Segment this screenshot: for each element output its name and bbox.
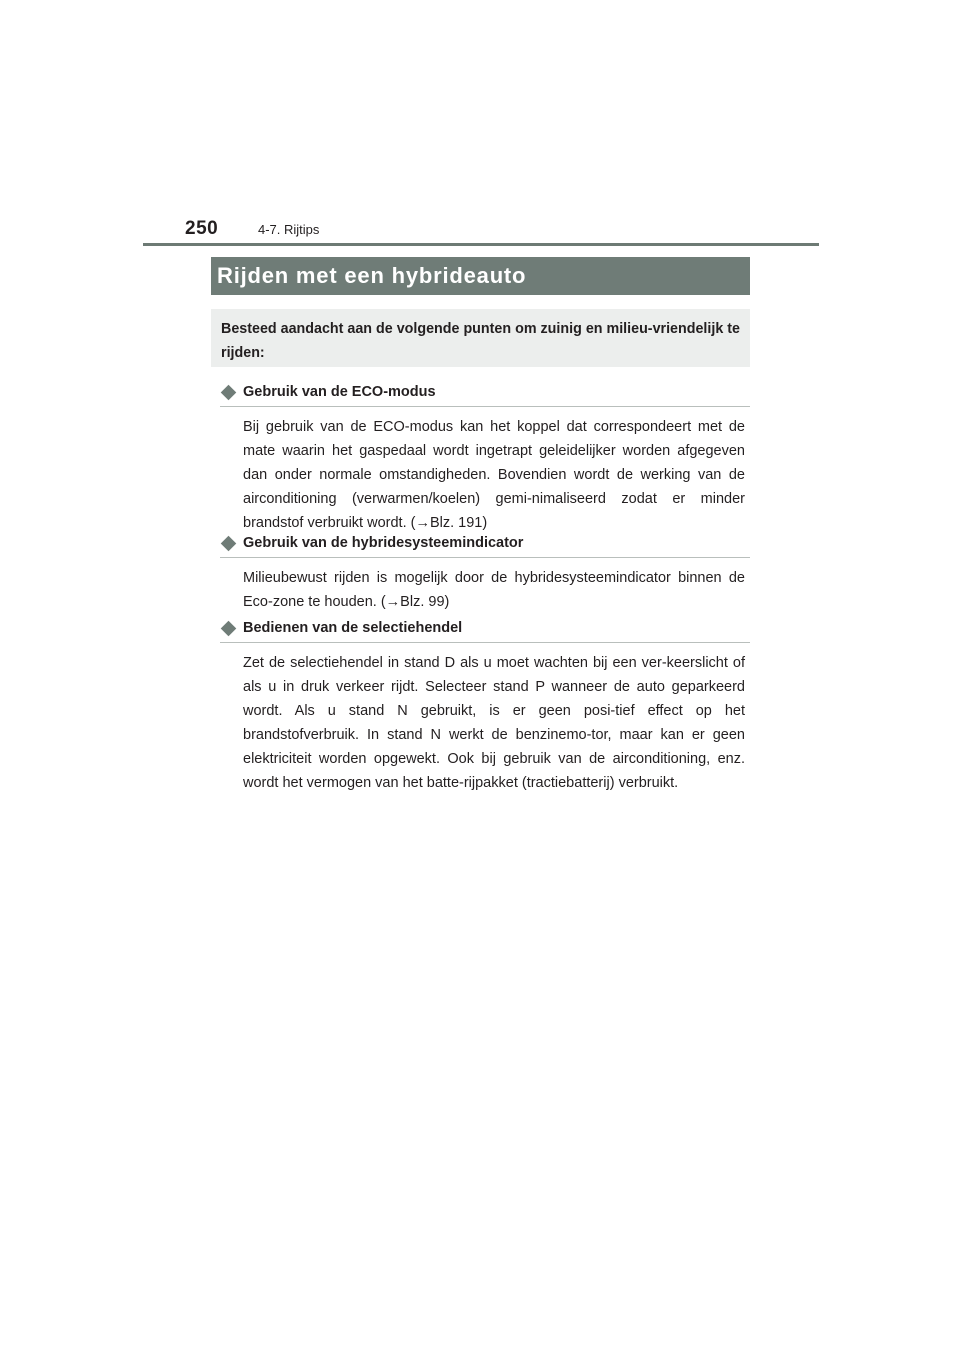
topic-body: Zet de selectiehendel in stand D als u moet wachten bij een ver-keerslicht of als u in druk verkeer rijdt. Selecteer stand P wanneer de auto geparkeerd wordt. Als u stand N gebruikt, is er geen posi-tief effect op het brandstofverbruik. In stand N werkt de benzinemo-tor, maar kan er geen elektriciteit worden opgewekt. Ook bij gebruik van de airconditioning, enz. wordt het vermogen van het batte-rijpakket (tractiebatterij) verbruikt. — [243, 655, 745, 791]
topic-body: Bij gebruik van de ECO-modus kan het koppel dat correspondeert met de mate waarin het gaspedaal wordt ingetrapt geleidelijker worden afgegeven dan onder normale omstandigheden. Bovendien wordt de werking van de airconditioning (verwarmen/koelen) gemi-nimaliseerd zodat er minder brandstof verbruikt wordt. (→Blz. 191) — [243, 419, 745, 531]
topic-body: Milieubewust rijden is mogelijk door de hybridesysteemindicator binnen de Eco-zone te houden. (→Blz. 99) — [243, 570, 745, 610]
topic-title: Gebruik van de hybridesysteemindicator — [243, 535, 524, 551]
topic-title: Gebruik van de ECO-modus — [243, 384, 436, 400]
diamond-icon — [221, 536, 237, 552]
page-title: Rijden met een hybrideauto — [211, 257, 750, 295]
topic-heading — [220, 533, 750, 558]
page-number: 250 — [185, 218, 219, 239]
diamond-icon — [221, 385, 237, 401]
diamond-icon — [221, 621, 237, 637]
section-label: 4-7. Rijtips — [258, 222, 320, 237]
intro-box — [211, 309, 750, 367]
topic-selector-lever — [220, 618, 750, 795]
header-rule — [143, 243, 819, 246]
intro-text: Besteed aandacht aan de volgende punten om zuinig en milieu-vriendelijk te rijden: — [221, 321, 740, 361]
topic-heading — [220, 618, 750, 643]
topic-eco-mode — [220, 382, 750, 535]
topic-hybrid-indicator — [220, 533, 750, 614]
page-header — [143, 212, 819, 246]
topic-heading — [220, 382, 750, 407]
topic-title: Bedienen van de selectiehendel — [243, 620, 463, 636]
